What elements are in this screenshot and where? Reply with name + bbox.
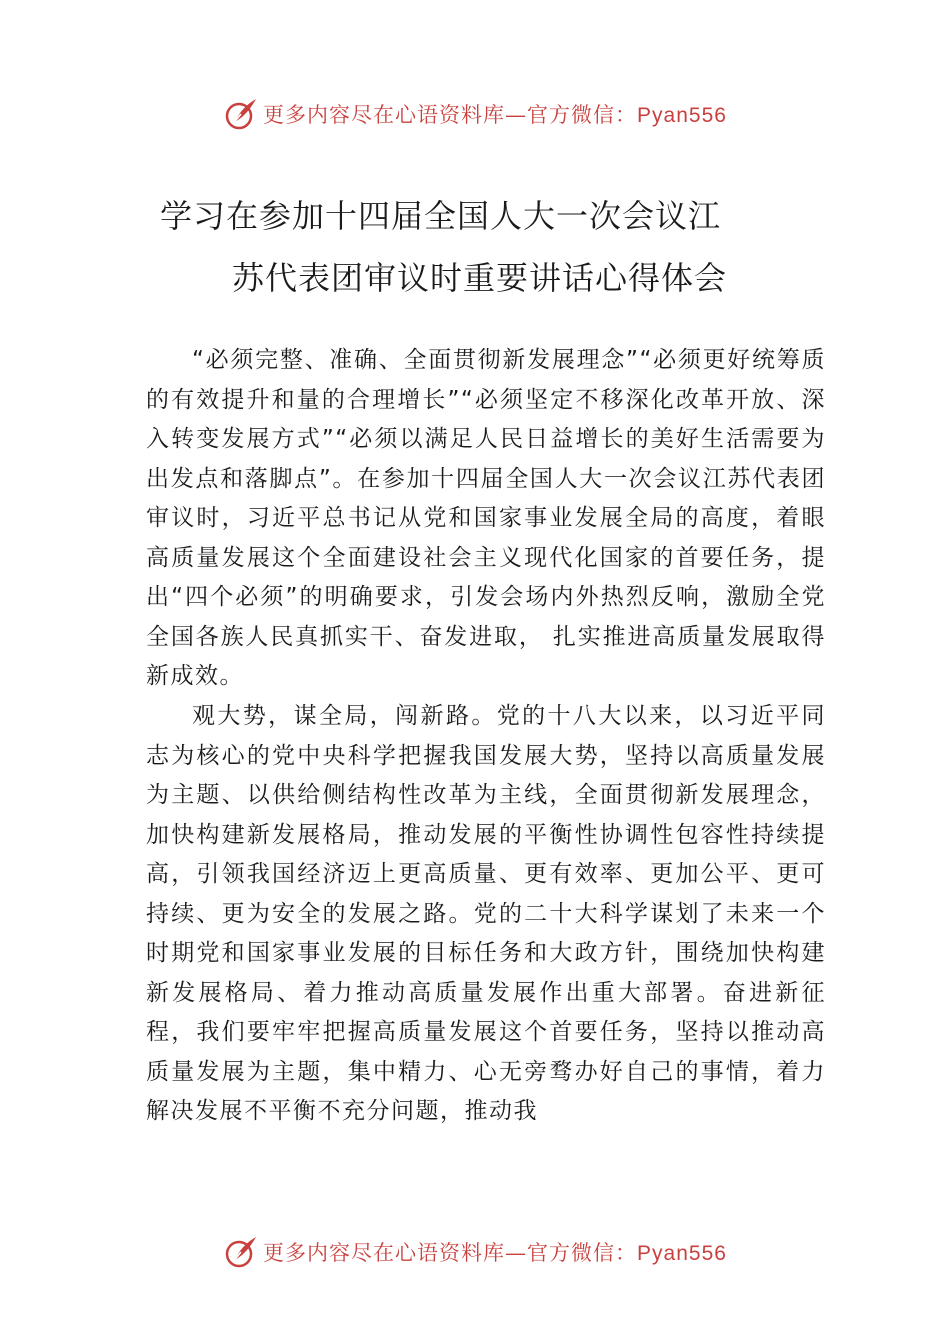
paragraph-2	[146, 697, 826, 1132]
title-line-1: 学习在参加十四届全国人大一次会议江	[160, 197, 722, 235]
banner-text: 更多内容尽在心语资料库—官方微信：Pyan556	[263, 103, 727, 127]
paragraph-1	[146, 341, 826, 697]
feather-logo-icon	[223, 96, 259, 132]
banner-text: 更多内容尽在心语资料库—官方微信：Pyan556	[263, 1241, 727, 1265]
paragraph-text: 观大势，谋全局，闯新路。党的十八大以来，以习近平同志为核心的党中央科学把握我国发展大势，坚持以高质量发展为主题、以供给侧结构性改革为主线，全面贯彻新发展理念，加快构建新发展格局，推动发展的平衡性协调性包容性持续提高，引领我国经济迈上更高质量、更有效率、更加公平、更可持续、更为安全的发展之路。党的二十大科学谋划了未来一个时期党和国家事业发展的目标任务和大政方针，围绕加快构建新发展格局、着力推动高质量发展作出重大部署。奋进新征程，我们要牢牢把握高质量发展这个首要任务，坚持以推动高质量发展为主题，集中精力、心无旁骛办好自己的事情，着力解决发展不平衡不充分问题，推动我	[146, 703, 826, 1124]
feather-logo-icon	[223, 1234, 259, 1270]
header-banner	[0, 92, 950, 136]
title-line-2: 苏代表团审议时重要讲话心得体会	[232, 259, 728, 297]
document-title	[160, 185, 800, 309]
footer-banner	[0, 1230, 950, 1274]
paragraph-text: “必须完整、准确、全面贯彻新发展理念”“必须更好统筹质的有效提升和量的合理增长”“必须坚定不移深化改革开放、深入转变发展方式”“必须以满足人民日益增长的美好生活需要为出发点和落脚点”。在参加十四届全国人大一次会议江苏代表团审议时，习近平总书记从党和国家事业发展全局的高度，着眼高质量发展这个全面建设社会主义现代化国家的首要任务，提出“四个必须”的明确要求，引发会场内外热烈反响，激励全党全国各族人民真抓实干、奋发进取， 扎实推进高质量发展取得新成效。	[146, 347, 826, 689]
